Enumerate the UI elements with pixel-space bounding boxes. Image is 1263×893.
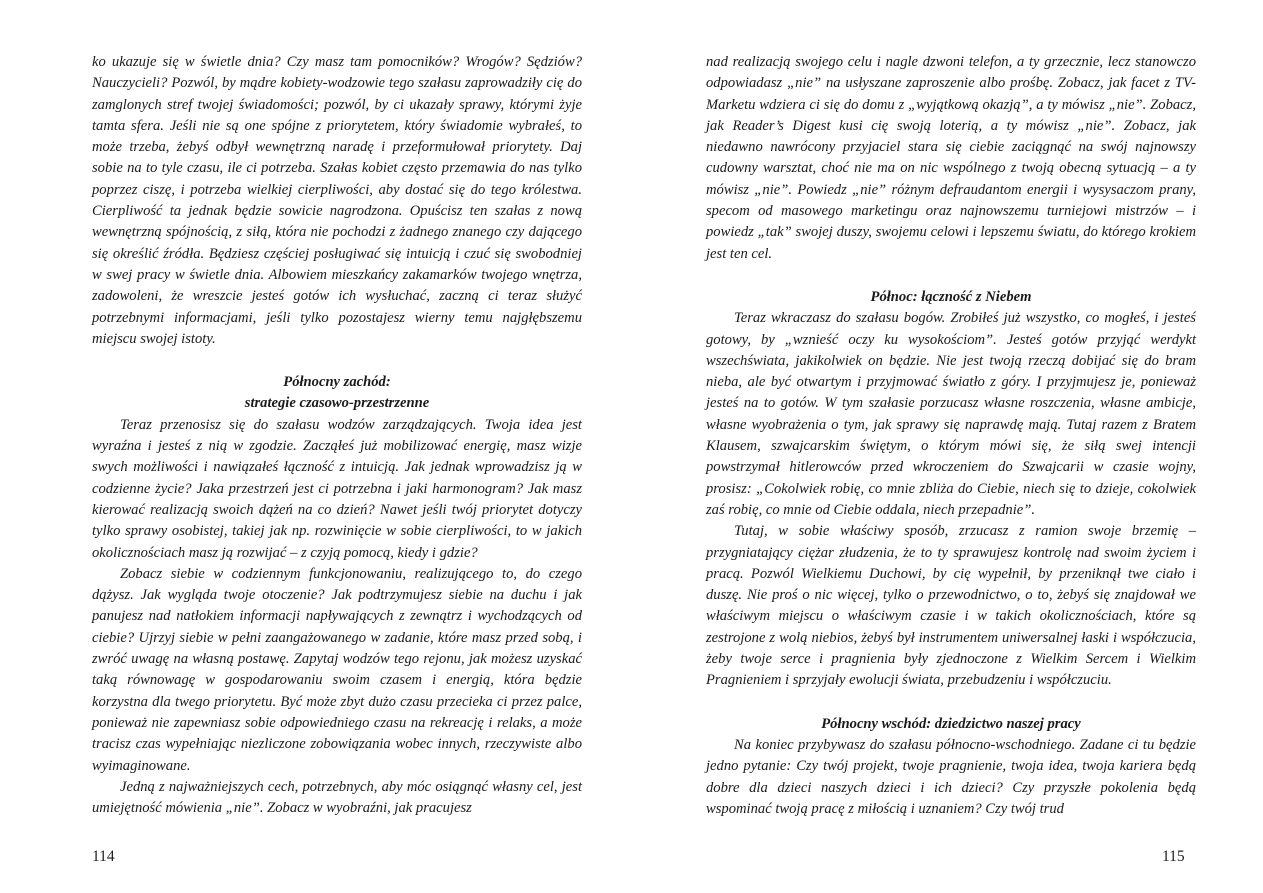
right-page-number: 115 <box>1162 848 1185 865</box>
right-section-heading-northeast: Północny wschód: dziedzictwo naszej pracy <box>821 715 1081 732</box>
right-page <box>706 52 1196 820</box>
right-paragraph-4: Na koniec przybywasz do szałasu północno-wschodniego. Zadane ci tu będzie jedno pytanie: Czy twój projekt, twoje pragnienie, twoja idea, twoja kariera będą dobre dla dzieci naszych dzieci i ich dzieci? Czy przyszłe pokolenia będą wspominać twoją pracę z miłością i uznaniem? Czy twój trud <box>706 736 1196 817</box>
left-paragraph-3: Zobacz siebie w codziennym funkcjonowaniu, realizującego to, do czego dążysz. Jak wygląda twoje otoczenie? Jak podtrzymujesz siebie na duchu i jak panujesz nad natłokiem informacji napływających z zewnątrz i wychodzących od ciebie? Ujrzyj siebie w pełni zaangażowanego w zadanie, które masz przed sobą, i zwróć uwagę na własną postawę. Zapytaj wodzów tego rejonu, jak możesz uzyskać taką równowagę w gospodarowaniu swoim czasem i energią, która będzie korzystna dla twego priorytetu. Być może zbyt dużo czasu przecieka ci przez palce, ponieważ nie zapewniasz sobie odpowiedniego czasu na rekreację i relaks, a może tracisz czas wypełniając niezliczone zobowiązania wobec innych, rzeczywiste albo wyimaginowane. <box>92 565 582 774</box>
left-paragraph-1: ko ukazuje się w świetle dnia? Czy masz tam pomocników? Wrogów? Sędziów? Nauczycieli? Pozwól, by mądre kobiety-wodzowie tego szałasu zaprowadziły cię do zamglonych stref twojej świadomości; pozwól, by ci ukazały sprawy, którymi żyje tamta sfera. Jeśli nie są one spójne z priorytetem, który świadomie wybrałeś, to może trzeba, żebyś odbył wewnętrzną naradę i przeformułował priorytety. Daj sobie na to tyle czasu, ile ci potrzeba. Szałas kobiet często przemawia do nas tylko poprzez ciszę, i potrzeba wielkiej cierpliwości, aby dostać się do tego królestwa. Cierpliwość ta jednak będzie sowicie nagrodzona. Opuścisz ten szałas z nową wewnętrzną spójnością, z siłą, która nie pochodzi z żadnego znanego czy dającego się określić źródła. Będziesz częściej posługiwać się intuicją i czuć się swobodniej w swej pracy w świetle dnia. Albowiem mieszkańcy zakamarków twojego wnętrza, zadowoleni, że wreszcie jesteś gotów ich wysłuchać, zaczną ci teraz służyć potrzebnymi informacjami, jeśli tylko pozostajesz wierny temu najgłębszemu miejscu swojej istoty. <box>92 54 582 347</box>
left-section-heading-line-1: Północny zachód: <box>283 374 391 391</box>
right-paragraph-1: nad realizacją swojego celu i nagle dzwoni telefon, a ty grzecznie, lecz stanowczo odpowiadasz „nie” na usłyszane zaproszenie albo prośbę. Zobacz, jak facet z TV-Marketu wdziera ci się do domu z „wyjątkową okazją”, a ty mówisz „nie”. Zobacz, jak Reader’s Digest kusi cię swoją loterią, a ty mówisz „nie”. Zobacz, jak niedawno nawrócony przyjaciel stara się ciebie zaciągnąć na swój najnowszy cudowny warsztat, choć nie ma on nic wspólnego z twoją obecną sytuacją – a ty mówisz „nie”. Powiedz „nie” różnym defraudantom energii i wysysaczom prany, specom od masowego marketingu oraz najnowszemu turniejowi mistrzów – i powiedz „tak” swojej duszy, swojemu celowi i lepszemu światu, do którego krokiem jest ten cel. <box>706 54 1196 262</box>
left-page-number: 114 <box>92 848 115 865</box>
left-page <box>92 52 582 819</box>
right-section-heading-north: Północ: łączność z Niebem <box>870 288 1032 305</box>
left-section-heading-line-2: strategie czasowo-przestrzenne <box>244 395 430 412</box>
left-paragraph-2: Teraz przenosisz się do szałasu wodzów zarządzających. Twoja idea jest wyraźna i jesteś z nią w zgodzie. Zacząłeś już mobilizować energię, masz wizje swych możliwości i nawiązałeś łączność z intuicją. Jak jednak wprowadzisz ją w codzienne życie? Jaka przestrzeń jest ci potrzebna i jaki harmonogram? Jak masz kierować realizacją swoich dążeń na co dzień? Nawet jeśli twój priorytet dotyczy tylko sprawy osobistej, takiej jak np. rozwinięcie w sobie cierpliwości, to w jakich okolicznościach masz ją rozwijać – z czyją pomocą, kiedy i gdzie? <box>92 416 582 561</box>
right-paragraph-2: Teraz wkraczasz do szałasu bogów. Zrobiłeś już wszystko, co mogłeś, i jesteś gotowy, by „wznieść oczy ku wysokościom”. Jesteś gotów przyjąć werdykt wszechświata, jakikolwiek on będzie. Nie jest twoją rzeczą dobijać się do bram nieba, ale być otwartym i przyjmować światło z góry. I przyjmujesz je, ponieważ jesteś na to gotów. W tym szałasie porzucasz własne roszczenia, własne ambicje, własne wyobrażenia o tym, jak sprawy się naprawdę mają. Tutaj razem z Bratem Klausem, szwajcarskim świętym, o którym mówi się, że siłą swej intencji powstrzymał hitlerowców przed wkroczeniem do Szwajcarii w czasie wojny, prosisz: „Cokolwiek robię, co mnie zbliża do Ciebie, niech się to dzieje, cokolwiek zaś robię, co mnie od Ciebie oddala, niech przepadnie”. <box>706 310 1196 518</box>
left-paragraph-4: Jedną z najważniejszych cech, potrzebnych, aby móc osiągnąć własny cel, jest umiejętność mówienia „nie”. Zobacz w wyobraźni, jak pracujesz <box>92 778 582 817</box>
right-paragraph-3: Tutaj, w sobie właściwy sposób, zrzucasz z ramion swoje brzemię – przygniatający ciężar złudzenia, że to ty sprawujesz kontrolę nad swoim życiem i pracą. Pozwól Wielkiemu Duchowi, by cię wypełnił, by przeniknął twe ciało i duszę. Nie proś o nic więcej, tylko o przewodnictwo, o to, żebyś się znajdował we właściwym miejscu o właściwym czasie i w takich okolicznościach, które są zestrojone z wolą niebios, żebyś był instrumentem uniwersalnej łaski i współczucia, żeby twoje serce i pragnienia były zjednoczone z Wielkim Sercem i Wielkim Pragnieniem i sprzyjały ewolucji świata, przebudzeniu i współczuciu. <box>706 523 1196 689</box>
